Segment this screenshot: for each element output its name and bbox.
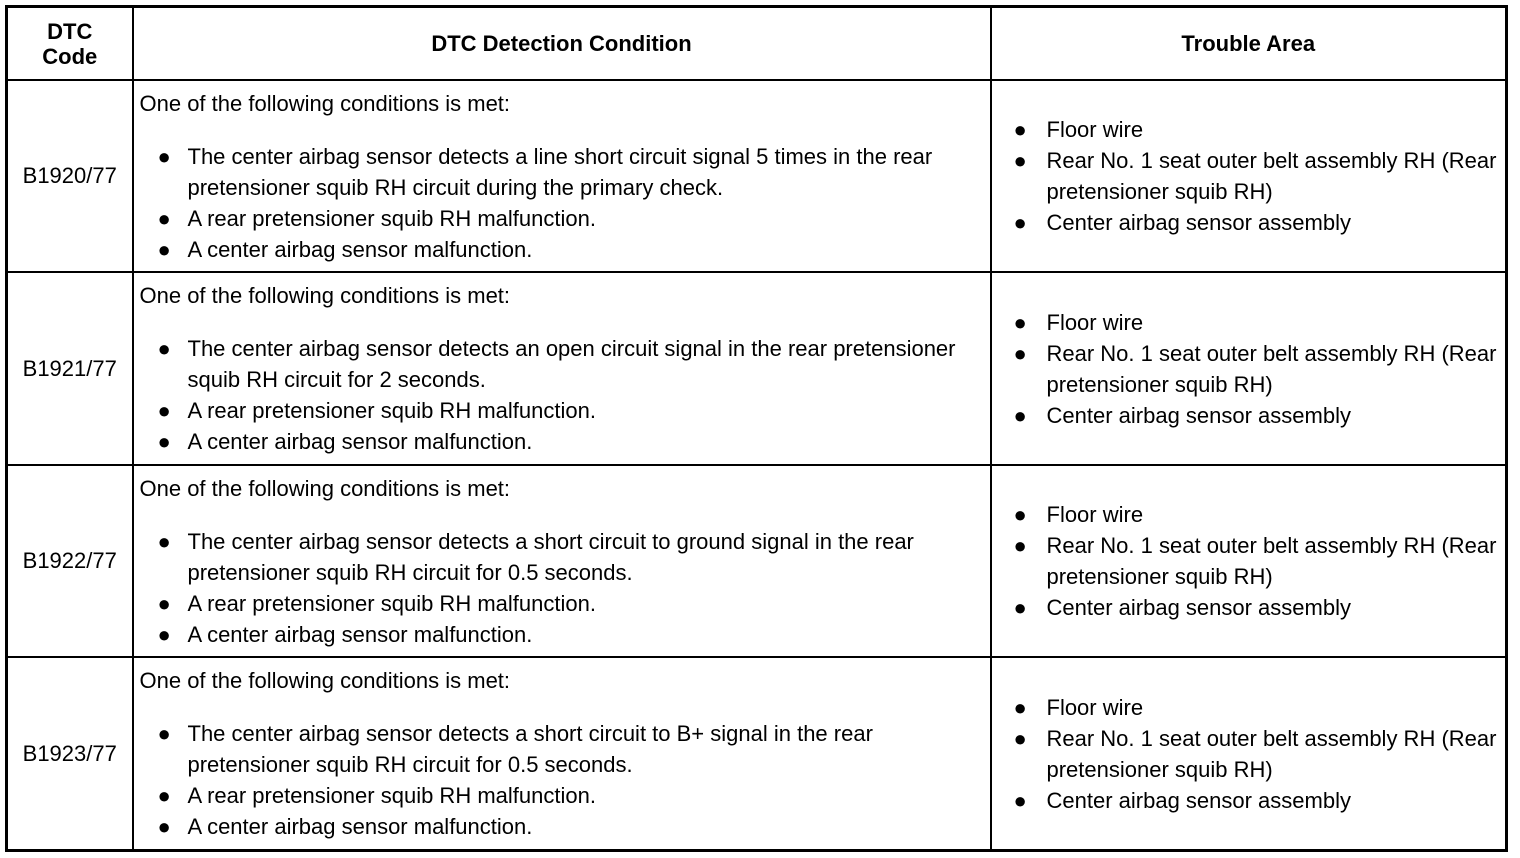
detection-condition-cell	[133, 657, 991, 850]
bullet-icon: ●	[1013, 402, 1027, 428]
bullet-icon: ●	[1013, 309, 1027, 335]
list-item	[140, 395, 990, 426]
trouble-area-list	[992, 114, 1506, 238]
area-text: Floor wire	[1046, 502, 1144, 528]
detection-condition-cell	[133, 465, 991, 657]
area-text: Rear No. 1 seat outer belt assembly RH (Rear pretensioner squib RH)	[1046, 148, 1497, 205]
list-item	[992, 114, 1506, 145]
list-item	[992, 530, 1506, 592]
list-item	[140, 588, 990, 619]
list-item	[140, 426, 990, 457]
bullet-icon: ●	[157, 590, 171, 616]
area-text: Center airbag sensor assembly	[1046, 210, 1351, 236]
condition-lead: One of the following conditions is met:	[139, 475, 511, 501]
list-item	[140, 203, 990, 234]
condition-text: The center airbag sensor detects a line short circuit signal 5 times in the rear pretensioner squib RH circuit during the primary check.	[187, 144, 933, 200]
bullet-icon: ●	[157, 528, 171, 554]
bullet-icon: ●	[1013, 148, 1027, 174]
condition-list	[140, 718, 990, 842]
bullet-icon: ●	[157, 814, 171, 840]
list-item	[992, 785, 1506, 816]
list-item	[140, 333, 990, 395]
bullet-icon: ●	[157, 336, 171, 362]
trouble-area-cell	[991, 657, 1507, 850]
bullet-icon: ●	[157, 429, 171, 455]
list-item	[992, 592, 1506, 623]
list-item	[140, 718, 990, 780]
header-detection-condition: DTC Detection Condition	[133, 7, 991, 81]
trouble-area-list	[992, 307, 1506, 431]
trouble-area-cell	[991, 465, 1507, 657]
table-row	[7, 80, 1507, 272]
bullet-icon: ●	[1013, 787, 1027, 813]
bullet-icon: ●	[157, 206, 171, 231]
list-item	[992, 307, 1506, 338]
header-dtc-code	[7, 7, 133, 81]
header-code-line2: Code	[42, 43, 98, 69]
list-item	[140, 234, 990, 265]
area-text: Rear No. 1 seat outer belt assembly RH (Rear pretensioner squib RH)	[1046, 725, 1497, 782]
list-item	[140, 780, 990, 811]
condition-lead: One of the following conditions is met:	[139, 91, 511, 116]
area-text: Floor wire	[1046, 117, 1144, 143]
bullet-icon: ●	[1013, 533, 1027, 559]
bullet-icon: ●	[157, 721, 171, 747]
condition-lead: One of the following conditions is met:	[139, 283, 511, 309]
area-text: Rear No. 1 seat outer belt assembly RH (Rear pretensioner squib RH)	[1046, 533, 1497, 590]
condition-text: A rear pretensioner squib RH malfunction.	[187, 783, 596, 809]
bullet-icon: ●	[1013, 595, 1027, 621]
trouble-area-cell	[991, 272, 1507, 464]
condition-text: The center airbag sensor detects a short circuit to B+ signal in the rear pretensioner squib RH circuit for 0.5 seconds.	[187, 721, 873, 778]
condition-list	[140, 141, 990, 265]
area-text: Center airbag sensor assembly	[1046, 787, 1351, 813]
list-item	[140, 619, 990, 650]
detection-condition-cell	[133, 80, 991, 272]
trouble-area-list	[992, 499, 1506, 623]
dtc-code: B1921/77	[7, 272, 133, 464]
trouble-area-list	[992, 692, 1506, 816]
header-trouble-area: Trouble Area	[991, 7, 1507, 81]
condition-text: A rear pretensioner squib RH malfunction.	[187, 206, 596, 231]
area-text: Floor wire	[1046, 694, 1144, 720]
condition-text: A center airbag sensor malfunction.	[187, 237, 533, 262]
condition-text: The center airbag sensor detects an open circuit signal in the rear pretensioner squib RH circuit for 2 seconds.	[187, 336, 956, 393]
table-row	[7, 272, 1507, 464]
bullet-icon: ●	[1013, 340, 1027, 366]
bullet-icon: ●	[1013, 725, 1027, 751]
list-item	[992, 207, 1506, 238]
list-item	[992, 499, 1506, 530]
bullet-icon: ●	[1013, 210, 1027, 236]
list-item	[992, 338, 1506, 400]
list-item	[140, 141, 990, 203]
list-item	[992, 723, 1506, 785]
bullet-icon: ●	[1013, 502, 1027, 528]
bullet-icon: ●	[1013, 694, 1027, 720]
condition-text: A center airbag sensor malfunction.	[187, 814, 533, 840]
list-item	[140, 811, 990, 842]
condition-text: A center airbag sensor malfunction.	[187, 429, 533, 455]
bullet-icon: ●	[157, 621, 171, 647]
condition-list	[140, 526, 990, 650]
area-text: Center airbag sensor assembly	[1046, 402, 1351, 428]
condition-text: A rear pretensioner squib RH malfunction.	[187, 590, 596, 616]
bullet-icon: ●	[157, 398, 171, 424]
dtc-table	[5, 5, 1508, 852]
table-row	[7, 465, 1507, 657]
list-item	[992, 145, 1506, 207]
area-text: Rear No. 1 seat outer belt assembly RH (Rear pretensioner squib RH)	[1046, 340, 1497, 397]
condition-list	[140, 333, 990, 457]
header-row	[7, 7, 1507, 81]
list-item	[992, 400, 1506, 431]
list-item	[140, 526, 990, 588]
detection-condition-cell	[133, 272, 991, 464]
bullet-icon: ●	[157, 144, 171, 169]
bullet-icon: ●	[1013, 117, 1027, 143]
condition-lead: One of the following conditions is met:	[139, 668, 511, 694]
table-row	[7, 657, 1507, 850]
condition-text: A center airbag sensor malfunction.	[187, 621, 533, 647]
area-text: Floor wire	[1046, 309, 1144, 335]
dtc-code: B1923/77	[7, 657, 133, 850]
header-code-line1: DTC	[47, 18, 93, 44]
condition-text: The center airbag sensor detects a short circuit to ground signal in the rear pretensioner squib RH circuit for 0.5 seconds.	[187, 528, 914, 585]
area-text: Center airbag sensor assembly	[1046, 595, 1351, 621]
bullet-icon: ●	[157, 783, 171, 809]
condition-text: A rear pretensioner squib RH malfunction.	[187, 398, 596, 424]
dtc-code: B1920/77	[7, 80, 133, 272]
trouble-area-cell	[991, 80, 1507, 272]
bullet-icon: ●	[157, 237, 171, 262]
list-item	[992, 692, 1506, 723]
dtc-code: B1922/77	[7, 465, 133, 657]
